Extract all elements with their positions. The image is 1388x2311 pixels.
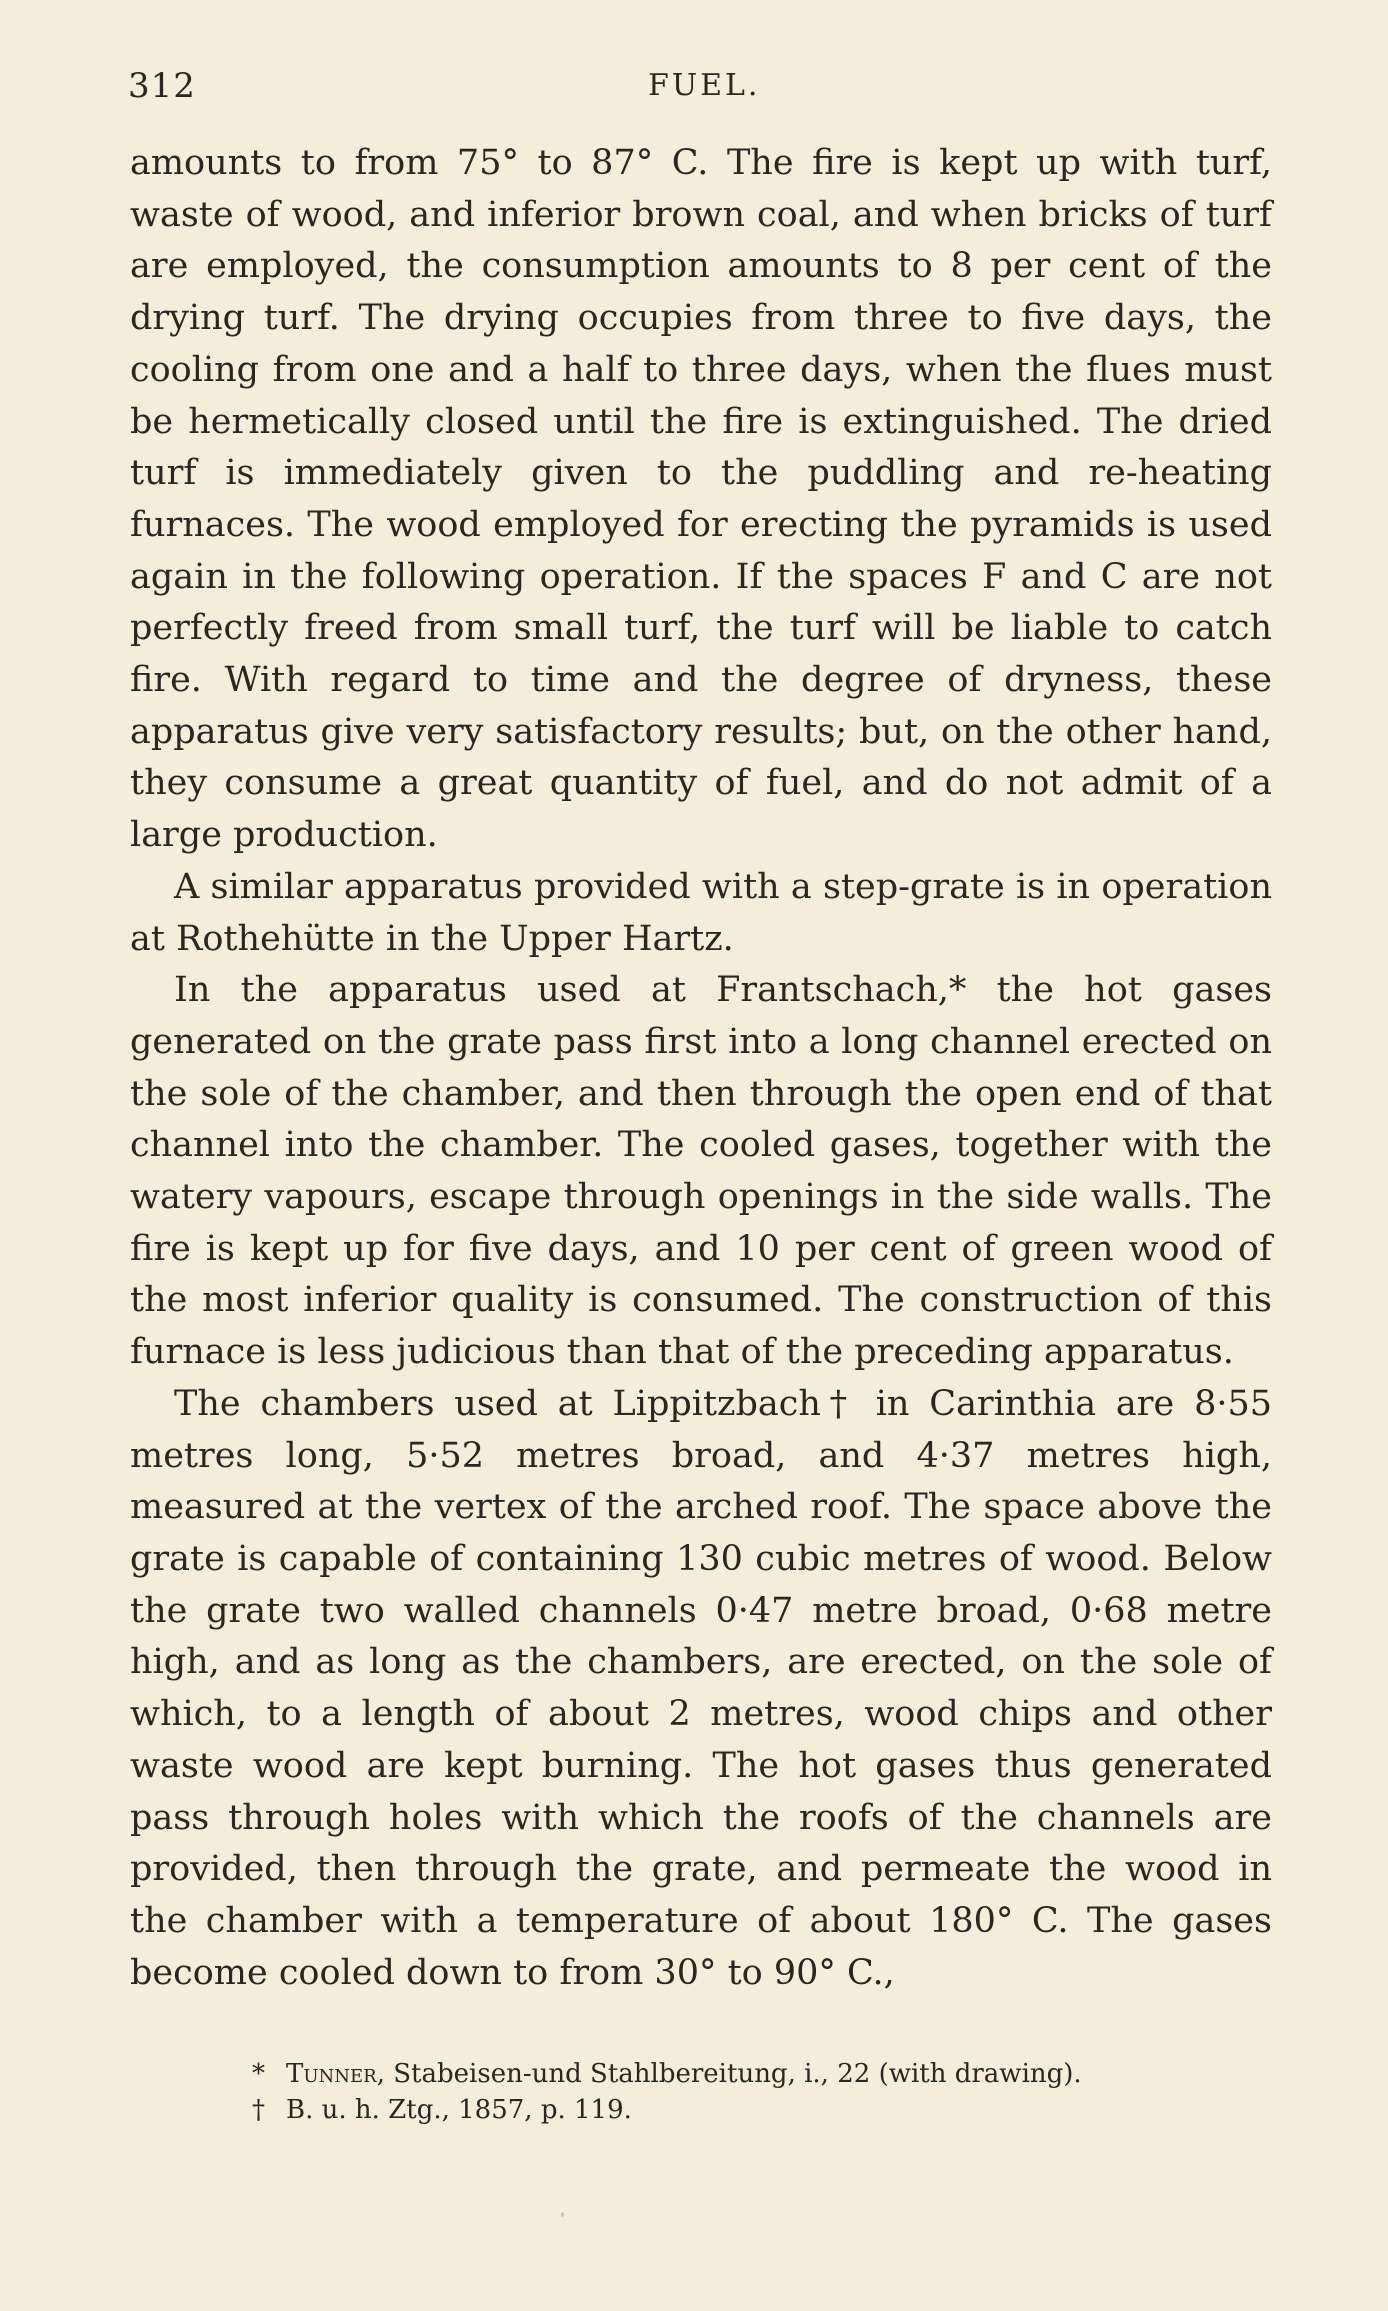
footnote-mark: † — [252, 2095, 265, 2125]
footnote-text: , Stabeisen-und Stahlbereitung, i., 22 (with drawing). — [376, 2059, 1082, 2089]
footnote-mark: * — [252, 2059, 265, 2089]
paper-speck — [561, 2212, 564, 2217]
running-title: FUEL. — [648, 68, 761, 103]
footnote-1 — [252, 2056, 1262, 2092]
page-header — [128, 66, 1274, 114]
paragraph-rothehutte: A similar apparatus provided with a step-grate is in operation at Rothehütte in the Upper Hartz. — [130, 866, 1272, 959]
page-number: 312 — [128, 66, 196, 106]
footnote-text: B. u. h. Ztg., 1857, p. 119. — [286, 2095, 632, 2125]
footnote-author: Tunner — [286, 2059, 377, 2089]
footnote-2 — [252, 2092, 1262, 2128]
paragraph-frantschach: In the apparatus used at Frantschach,* the hot gases generated on the grate pass first into a long channel erected on the sole of the chamber, and then through the open end of that channel into the chamber. The cooled gases, together with the watery vapours, escape through openings in the side walls. The fire is kept up for five days, and 10 per cent of green wood of the most inferior quality is consumed. The construction of this furnace is less judicious than that of the preceding apparatus. — [130, 970, 1272, 1373]
body-text — [130, 138, 1272, 1999]
footnotes — [252, 2056, 1262, 2128]
paragraph-continued: amounts to from 75° to 87° C. The fire is kept up with turf, waste of wood, and inferior brown coal, and when bricks of turf are employed, the consumption amounts to 8 per cent of the drying turf. The drying occupies from three to five days, the cooling from one and a half to three days, when the flues must be hermetically closed until the fire is extinguished. The dried turf is immediately given to the puddling and re-heating furnaces. The wood employed for erecting the pyramids is used again in the following operation. If the spaces F and C are not perfectly freed from small turf, the turf will be liable to catch fire. With regard to time and the degree of dryness, these apparatus give very satisfactory results; but, on the other hand, they consume a great quantity of fuel, and do not admit of a large production. — [130, 143, 1272, 856]
paragraph-lippitzbach: The chambers used at Lippitzbach† in Carinthia are 8·55 metres long, 5·52 metres broad, and 4·37 metres high, measured at the vertex of the arched roof. The space above the grate is capable of containing 130 cubic metres of wood. Below the grate two walled channels 0·47 metre broad, 0·68 metre high, and as long as the chambers, are erected, on the sole of which, to a length of about 2 metres, wood chips and other waste wood are kept burning. The hot gases thus generated pass through holes with which the roofs of the channels are provided, then through the grate, and permeate the wood in the chamber with a temperature of about 180° C. The gases become cooled down to from 30° to 90° C., — [130, 1383, 1272, 1993]
